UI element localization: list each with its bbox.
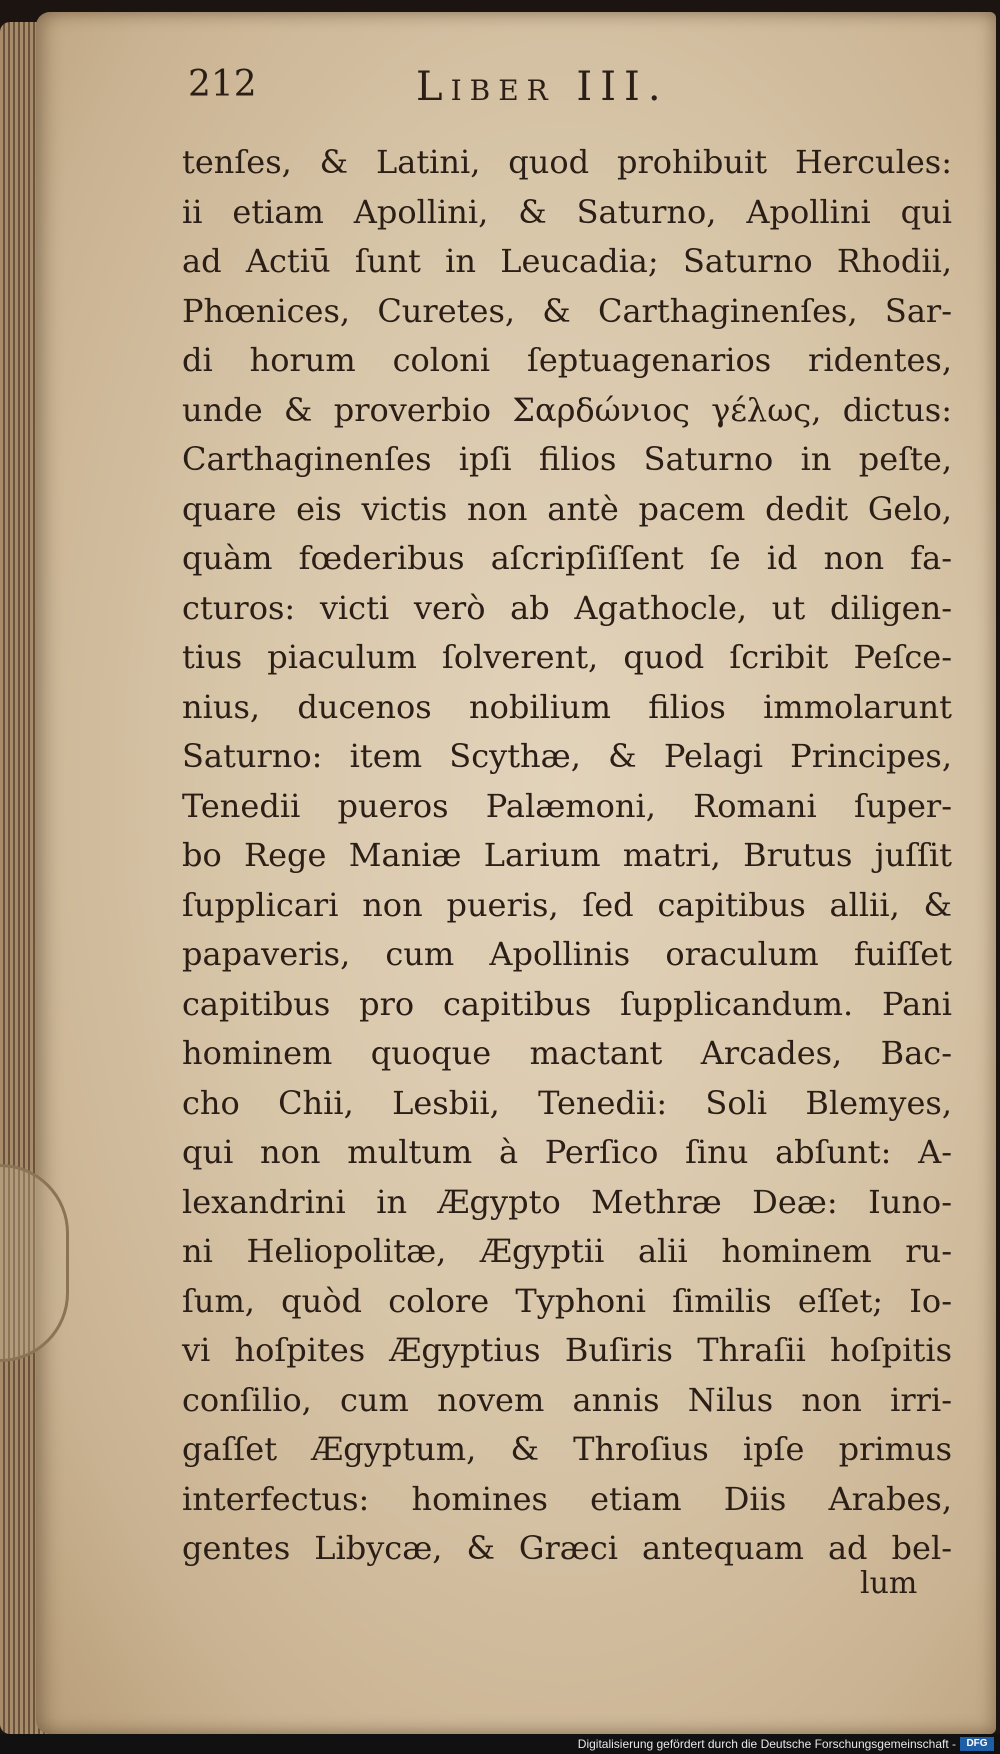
- text-line: cho Chii, Lesbii, Tenedii: Soli Blemyes,: [182, 1083, 952, 1122]
- text-line: cturos: victi verò ab Agathocle, ut diligen-: [182, 588, 952, 627]
- text-line: Tenedii pueros Palæmoni, Romani ſuper-: [182, 786, 952, 825]
- text-line: lexandrini in Ægypto Methræ Deæ: Iuno-: [182, 1182, 952, 1221]
- text-line: quàm fœderibus aſcripſiſſent ſe id non fa-: [182, 539, 952, 577]
- text-line: unde & proverbio Σαρδώνιος γέλως, dictus:: [182, 390, 952, 429]
- text-line: Saturno: item Scythæ, & Pelagi Principes,: [182, 737, 952, 775]
- text-line: ii etiam Apollini, & Saturno, Apollini qui: [182, 192, 952, 231]
- text-line: interfectus: homines etiam Diis Arabes,: [182, 1479, 952, 1518]
- text-line: ſupplicari non pueris, ſed capitibus allii, &: [182, 885, 952, 924]
- text-line: gentes Libycæ, & Græci antequam ad bel-: [182, 1529, 952, 1567]
- running-head: Liber III.: [416, 64, 669, 110]
- text-line: Phœnices, Curetes, & Carthaginenſes, Sar-: [182, 291, 952, 330]
- page-header: [188, 60, 748, 120]
- text-line: bo Rege Maniæ Larium matri, Brutus juſſit: [182, 836, 952, 874]
- catchword: lum: [860, 1566, 918, 1601]
- text-line: ad Actiū ſunt in Leucadia; Saturno Rhodii,: [182, 242, 952, 280]
- text-line: conſilio, cum novem annis Nilus non irri-: [182, 1380, 952, 1419]
- text-line: quare eis victis non antè pacem dedit Gelo,: [182, 489, 952, 528]
- text-line: hominem quoque mactant Arcades, Bac-: [182, 1034, 952, 1072]
- page-number: 212: [188, 64, 257, 105]
- body-text: [182, 138, 952, 1574]
- dfg-logo: DFG: [960, 1737, 994, 1751]
- text-line: nius, ducenos nobilium filios immolarunt: [182, 687, 952, 726]
- text-line: tius piaculum ſolverent, quod ſcribit Peſce-: [182, 638, 952, 676]
- text-line: papaveris, cum Apollinis oraculum fuiſſet: [182, 935, 952, 973]
- text-line: ſum, quòd colore Typhoni ſimilis eſſet; Io-: [182, 1281, 952, 1320]
- text-line: Carthaginenſes ipſi filios Saturno in peſte,: [182, 440, 952, 478]
- text-line: vi hoſpites Ægyptius Buſiris Thraſii hoſpitis: [182, 1331, 952, 1369]
- text-line: tenſes, & Latini, quod prohibuit Hercules:: [182, 143, 952, 181]
- digitization-credit: Digitalisierung gefördert durch die Deutsche Forschungsgemeinschaft -: [577, 1737, 956, 1751]
- text-line: di horum coloni ſeptuagenarios ridentes,: [182, 341, 952, 379]
- text-line: capitibus pro capitibus ſupplicandum. Pani: [182, 984, 952, 1023]
- text-line: qui non multum à Perſico ſinu abſunt: A-: [182, 1133, 952, 1171]
- text-line: ni Heliopolitæ, Ægyptii alii hominem ru-: [182, 1232, 952, 1270]
- text-line: gaſſet Ægyptum, & Throſius ipſe primus: [182, 1430, 952, 1468]
